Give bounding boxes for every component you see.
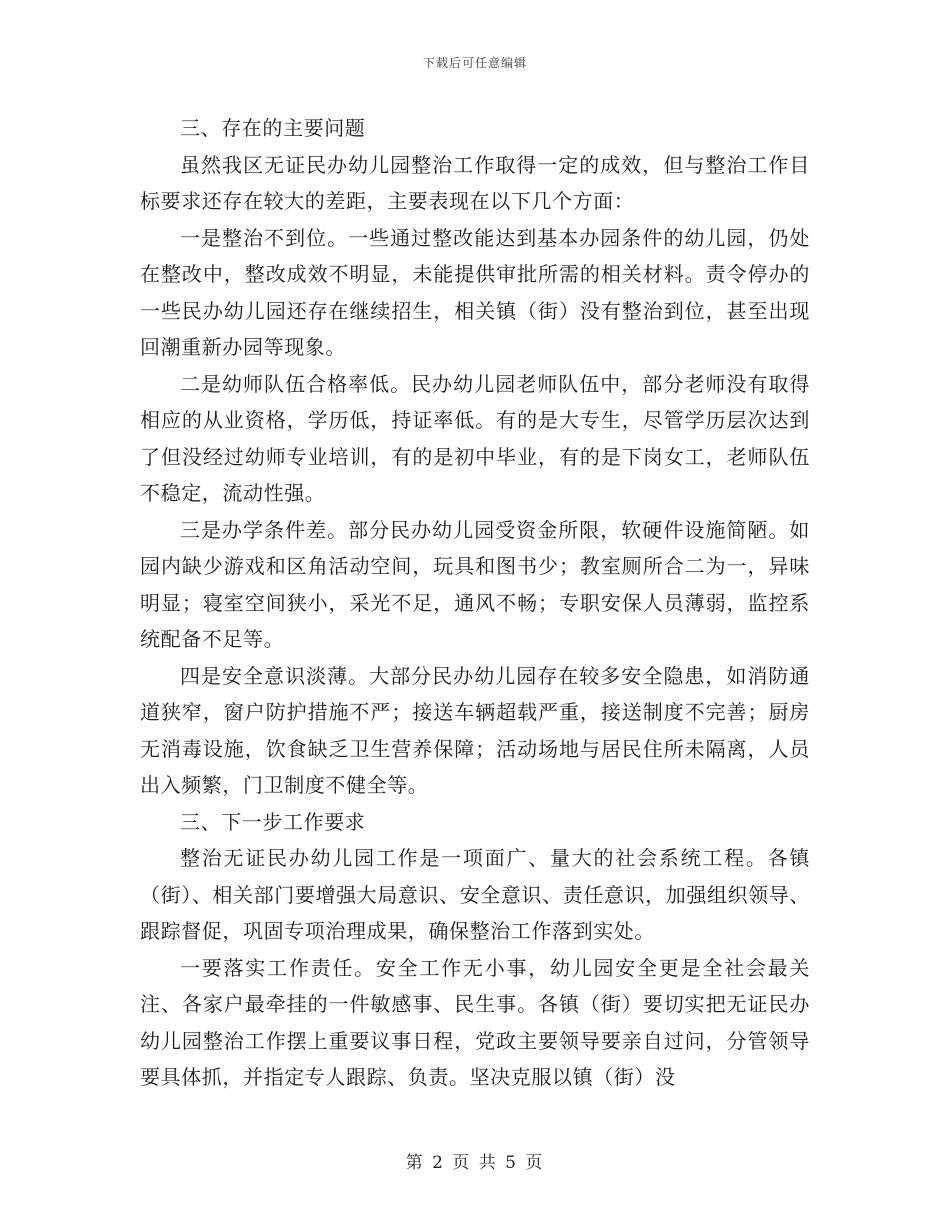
paragraph-issue-3: 三是办学条件差。部分民办幼儿园受资金所限，软硬件设施简陋。如园内缺少游戏和区角活动空间，玩具和图书少；教室厕所合二为一，异味明显；寝室空间狭小，采光不足，通风不畅；专职安保人员薄弱，监控系统配备不足等。 xyxy=(140,517,810,651)
document-body xyxy=(140,110,810,1096)
section-heading-problems: 三、存在的主要问题 xyxy=(180,116,366,140)
paragraph-issue-2: 二是幼师队伍合格率低。民办幼儿园老师队伍中，部分老师没有取得相应的从业资格，学历低，持证率低。有的是大专生，尽管学历层次达到了但没经过幼师专业培训，有的是初中毕业，有的是下岗女工，老师队伍不稳定，流动性强。 xyxy=(140,371,810,505)
paragraph-requirement-1: 一要落实工作责任。安全工作无小事，幼儿园安全更是全社会最关注、各家户最牵挂的一件敏感事、民生事。各镇（街）要切实把无证民办幼儿园整治工作摆上重要议事日程，党政主要领导要亲自过问，分管领导要具体抓，并指定专人跟踪、负责。坚决克服以镇（街）没 xyxy=(140,955,810,1089)
page-number-footer: 第 2 页 共 5 页 xyxy=(405,1153,545,1173)
paragraph-issue-4: 四是安全意识淡薄。大部分民办幼儿园存在较多安全隐患，如消防通道狭窄，窗户防护措施不严；接送车辆超载严重，接送制度不完善；厨房无消毒设施，饮食缺乏卫生营养保障；活动场地与居民住所未隔离，人员出入频繁，门卫制度不健全等。 xyxy=(140,663,810,797)
header-note: 下载后可任意编辑 xyxy=(422,56,527,70)
section-heading-next-steps: 三、下一步工作要求 xyxy=(180,809,366,834)
paragraph-intro: 虽然我区无证民办幼儿园整治工作取得一定的成效，但与整治工作目标要求还存在较大的差距，主要表现在以下几个方面： xyxy=(140,152,810,213)
paragraph-next-intro: 整治无证民办幼儿园工作是一项面广、量大的社会系统工程。各镇（街）、相关部门要增强大局意识、安全意识、责任意识，加强组织领导、跟踪督促，巩固专项治理成果，确保整治工作落到实处。 xyxy=(140,846,810,943)
paragraph-issue-1: 一是整治不到位。一些通过整改能达到基本办园条件的幼儿园，仍处在整改中，整改成效不明显，未能提供审批所需的相关材料。责令停办的一些民办幼儿园还存在继续招生，相关镇（街）没有整治到位，甚至出现回潮重新办园等现象。 xyxy=(140,225,810,359)
